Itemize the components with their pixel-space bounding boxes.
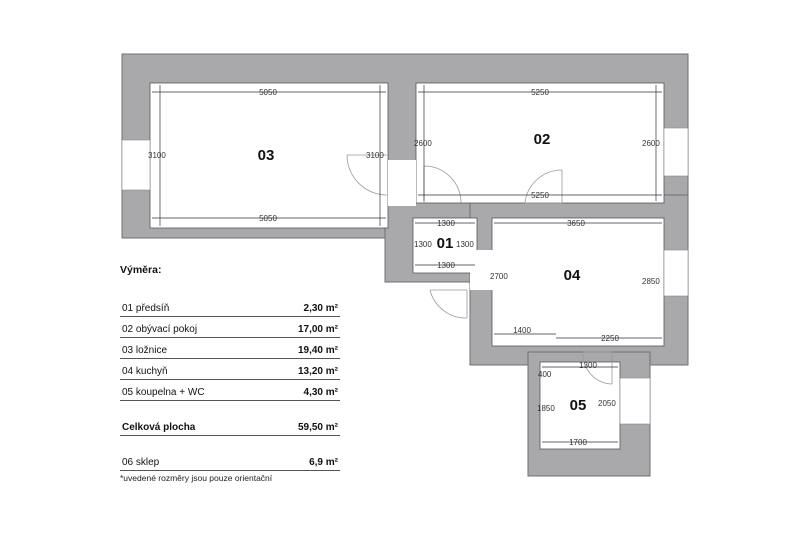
window-room-04	[664, 250, 688, 296]
legend-row-area: 2,30 m²	[303, 303, 338, 314]
legend-row-name: 01 předsíň	[122, 303, 170, 314]
legend-row	[120, 300, 340, 317]
dim-r05-left: 1850	[537, 404, 555, 413]
legend-row	[120, 321, 340, 338]
legend-row-name: 02 obývací pokoj	[122, 324, 198, 335]
dim-r05-top: 1300	[579, 361, 597, 370]
dim-r05-left-top: 400	[538, 370, 552, 379]
room-label-04: 04	[563, 267, 581, 284]
room-label-05: 05	[569, 397, 587, 414]
dim-r02-left: 2600	[414, 139, 432, 148]
dim-r03-top: 5050	[259, 88, 277, 97]
floor-hall-link	[388, 160, 416, 206]
legend-row-area: 19,40 m²	[297, 345, 338, 356]
dim-r04-bottom-left: 1400	[513, 326, 531, 335]
dim-r02-top: 5250	[531, 88, 549, 97]
room-label-03: 03	[257, 147, 275, 164]
dim-r05-bottom: 1700	[569, 438, 587, 447]
legend-row	[120, 342, 340, 359]
legend-row-area: 17,00 m²	[297, 324, 338, 335]
legend-row	[120, 363, 340, 380]
legend-title: Výměra:	[120, 264, 162, 276]
legend-cellar-row	[120, 454, 340, 471]
dim-r04-left: 2700	[490, 272, 508, 281]
dim-r03-right: 3100	[366, 151, 384, 160]
dim-r04-top: 3650	[567, 219, 585, 228]
legend-row-name: 04 kuchyň	[122, 366, 168, 377]
legend-total-name: Celková plocha	[122, 422, 196, 433]
dim-r01-top: 1300	[437, 219, 455, 228]
legend-row-area: 4,30 m²	[303, 387, 338, 398]
room-label-02: 02	[533, 131, 551, 148]
dim-r03-bottom: 5050	[259, 214, 277, 223]
legend-cellar-area: 6,9 m²	[309, 457, 338, 468]
door-swing-01	[430, 290, 467, 318]
legend-note: *uvedené rozměry jsou pouze orientační	[120, 473, 273, 483]
window-room-02	[664, 128, 688, 176]
dim-r01-right: 1300	[456, 240, 474, 249]
legend-total-area: 59,50 m²	[297, 422, 338, 433]
dim-r01-left: 1300	[414, 240, 432, 249]
dim-r04-bottom-right: 2250	[601, 334, 619, 343]
legend-row-name: 03 ložnice	[122, 345, 168, 356]
window-room-05	[620, 378, 650, 424]
dim-r01-bottom: 1300	[437, 261, 455, 270]
dim-r03-left: 3100	[148, 151, 166, 160]
dim-r04-right: 2850	[642, 277, 660, 286]
legend-total-row	[120, 419, 340, 436]
dim-r02-bottom: 5250	[531, 191, 549, 200]
legend-row-name: 05 koupelna + WC	[122, 387, 205, 398]
room-label-01: 01	[436, 235, 454, 252]
area-legend	[120, 264, 340, 483]
dim-r02-right: 2600	[642, 139, 660, 148]
legend-row-area: 13,20 m²	[297, 366, 338, 377]
legend-row	[120, 384, 340, 401]
floor-corridor	[470, 250, 494, 290]
legend-cellar-name: 06 sklep	[122, 457, 160, 468]
window-room-03	[122, 140, 150, 190]
dim-r05-right: 2050	[598, 399, 616, 408]
